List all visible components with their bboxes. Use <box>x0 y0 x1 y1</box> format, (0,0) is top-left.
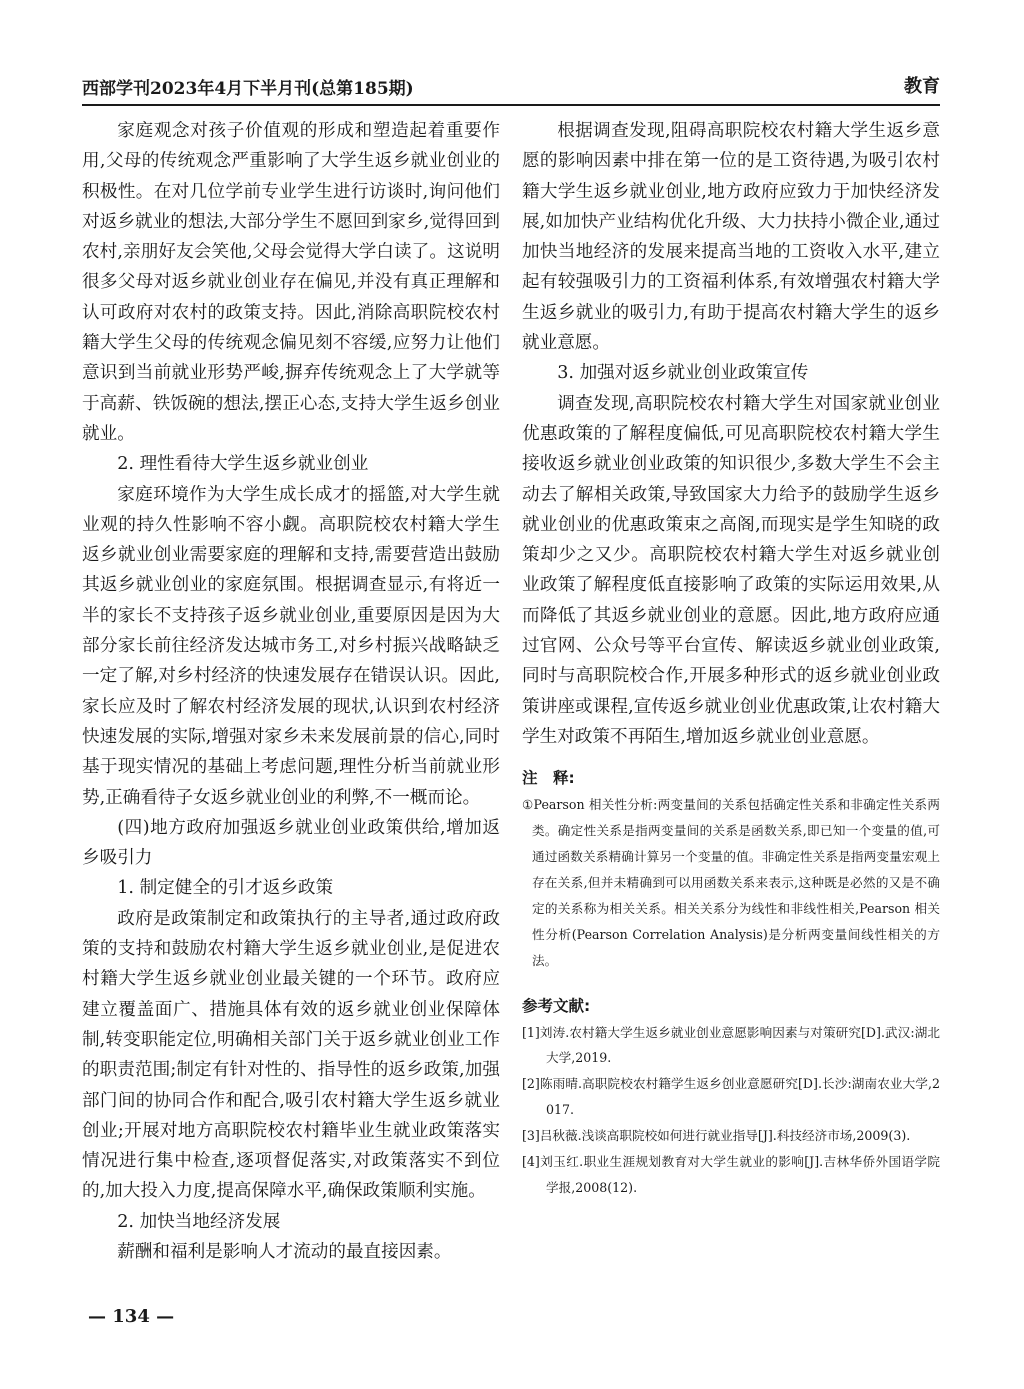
page-number: — 134 — <box>88 1306 175 1327</box>
subheading: 1. 制定健全的引才返乡政策 <box>117 878 334 899</box>
section-label: 教育 <box>904 76 940 97</box>
references-heading: 参考文献: <box>522 996 591 1015</box>
subheading: 3. 加强对返乡就业创业政策宣传 <box>557 363 809 384</box>
notes-heading: 注 释: <box>522 769 575 788</box>
reference-item: [3]吕秋薇.浅谈高职院校如何进行就业指导[J].科技经济市场,2009(3). <box>522 1128 911 1144</box>
reference-item: [2]陈雨晴.高职院校农村籍学生返乡创业意愿研究[D].长沙:湖南农业大学,2017. <box>522 1076 940 1118</box>
references-section <box>522 994 940 1201</box>
reference-item: [4]刘玉红.职业生涯规划教育对大学生就业的影响[J].吉林华侨外国语学院学报,2008(12). <box>522 1154 940 1196</box>
running-header <box>82 72 940 100</box>
subheading: 2. 理性看待大学生返乡就业创业 <box>117 454 369 475</box>
section-heading: (四)地方政府加强返乡就业创业政策供给,增加返乡吸引力 <box>82 817 500 869</box>
notes-section <box>522 766 940 973</box>
header-rule <box>82 104 940 106</box>
paragraph: 政府是政策制定和政策执行的主导者,通过政府政策的支持和鼓励农村籍大学生返乡就业创业,是促进农村籍大学生返乡就业创业最关键的一个环节。政府应建立覆盖面广、措施具体有效的返乡就业创业保障体制,转变职能定位,明确相关部门关于返乡就业创业工作的职责范围;制定有针对性的、指导性的返乡政策,加强部门间的协同合作和配合,吸引农村籍大学生返乡就业创业;开展对地方高职院校农村籍毕业生就业政策落实情况进行集中检查,逐项督促落实,对政策落实不到位的,加大投入力度,提高保障水平,确保政策顺利实施。 <box>82 908 500 1202</box>
journal-title: 西部学刊2023年4月下半月刊(总第185期) <box>82 79 414 99</box>
paragraph: 根据调查发现,阻碍高职院校农村籍大学生返乡意愿的影响因素中排在第一位的是工资待遇,为吸引农村籍大学生返乡就业创业,地方政府应致力于加快经济发展,如加快产业结构优化升级、大力扶持小微企业,通过加快当地经济的发展来提高当地的工资收入水平,建立起有较强吸引力的工资福利体系,有效增强农村籍大学生返乡就业的吸引力,有助于提高农村籍大学生的返乡就业意愿。 <box>522 121 940 354</box>
left-column <box>82 116 500 1267</box>
right-column <box>522 116 940 1201</box>
paragraph: 薪酬和福利是影响人才流动的最直接因素。 <box>117 1241 452 1262</box>
paragraph: 调查发现,高职院校农村籍大学生对国家就业创业优惠政策的了解程度偏低,可见高职院校农村籍大学生接收返乡就业创业政策的知识很少,多数大学生不会主动去了解相关政策,导致国家大力给予的鼓励学生返乡就业创业的优惠政策束之高阁,而现实是学生知晓的政策却少之又少。高职院校农村籍大学生对返乡就业创业政策了解程度低直接影响了政策的实际运用效果,从而降低了其返乡就业创业的意愿。因此,地方政府应通过官网、公众号等平台宣传、解读返乡就业创业政策,同时与高职院校合作,开展多种形式的返乡就业创业政策讲座或课程,宣传返乡就业创业优惠政策,让农村籍大学生对政策不再陌生,增加返乡就业创业意愿。 <box>522 393 940 747</box>
paragraph: 家庭观念对孩子价值观的形成和塑造起着重要作用,父母的传统观念严重影响了大学生返乡就业创业的积极性。在对几位学前专业学生进行访谈时,询问他们对返乡就业的想法,大部分学生不愿回到家乡,觉得回到农村,亲朋好友会笑他,父母会觉得大学白读了。这说明很多父母对返乡就业创业存在偏见,并没有真正理解和认可政府对农村的政策支持。因此,消除高职院校农村籍大学生父母的传统观念偏见刻不容缓,应努力让他们意识到当前就业形势严峻,摒弃传统观念上了大学就等于高薪、铁饭碗的想法,摆正心态,支持大学生返乡创业就业。 <box>82 121 500 444</box>
paragraph: 家庭环境作为大学生成长成才的摇篮,对大学生就业观的持久性影响不容小觑。高职院校农村籍大学生返乡就业创业需要家庭的理解和支持,需要营造出鼓励其返乡就业创业的家庭氛围。根据调查显示,有将近一半的家长不支持孩子返乡就业创业,重要原因是因为大部分家长前往经济发达城市务工,对乡村振兴战略缺乏一定了解,对乡村经济的快速发展存在错误认识。因此,家长应及时了解农村经济发展的现状,认识到农村经济快速发展的实际,增强对家乡未来发展前景的信心,同时基于现实情况的基础上考虑问题,理性分析当前就业形势,正确看待子女返乡就业创业的利弊,不一概而论。 <box>82 484 500 808</box>
footnote: ①Pearson 相关性分析:两变量间的关系包括确定性关系和非确定性关系两类。确定性关系是指两变量间的关系是函数关系,即已知一个变量的值,可通过函数关系精确计算另一个变量的值。非确定性关系是指两变量宏观上存在关系,但并未精确到可以用函数关系来表示,这种既是必然的又是不确定的关系称为相关关系。相关关系分为线性和非线性相关,Pearson 相关性分析(Pearson Correlation Analysis)是分析两变量间线性相关的方法。 <box>522 797 940 968</box>
reference-item: [1]刘涛.农村籍大学生返乡就业创业意愿影响因素与对策研究[D].武汉:湖北大学,2019. <box>522 1024 940 1066</box>
subheading: 2. 加快当地经济发展 <box>117 1211 281 1232</box>
